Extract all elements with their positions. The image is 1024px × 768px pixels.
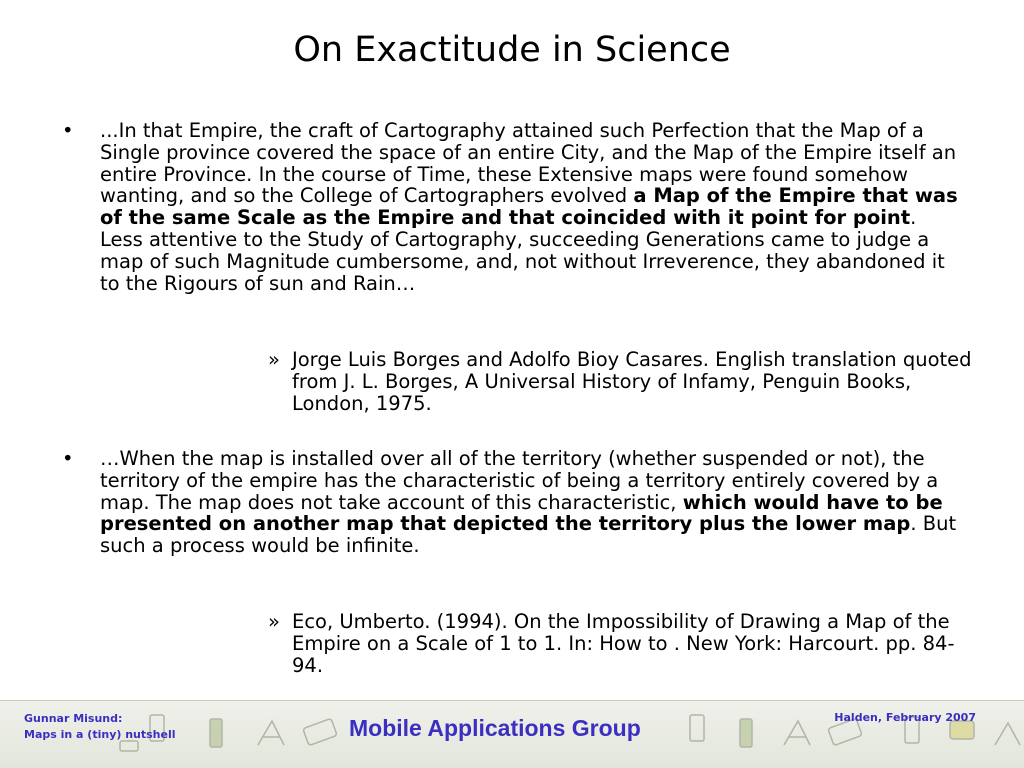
footer-place-date: Halden, February 2007: [834, 711, 976, 724]
bullet-dot: •: [62, 447, 74, 470]
footer-subtitle: Maps in a (tiny) nutshell: [24, 728, 176, 741]
bullet-1-bold-text: a Map of the Empire that was of the same Scale as the Empire and that coincided with it point for point: [100, 184, 958, 230]
citation-1-text: Jorge Luis Borges and Adolfo Bioy Casares. English translation quoted from J. L. Borges, A Universal History of Infamy, Penguin Books, London, 1975.: [292, 348, 972, 415]
citation-2: [268, 610, 972, 677]
bullet-2-bold-text: which would have to be presented on another map that depicted the territory plus the lower map: [100, 490, 943, 536]
citation-marker: »: [268, 610, 280, 633]
bullet-dot: •: [62, 119, 74, 142]
footer-group-name: Mobile Applications Group: [349, 715, 641, 741]
bullet-point-1: [62, 119, 960, 295]
bullet-1-text-end: . Less attentive to the Study of Cartography, succeeding Generations came to judge a map of such Magnitude cumbersome, and, not without Irreverence, they abandoned it to the Rigours of sun and Rain…: [100, 206, 945, 295]
footer-bar: [0, 700, 1024, 768]
bullet-point-2: [62, 447, 980, 558]
citation-marker: »: [268, 348, 280, 371]
citation-1: [268, 348, 972, 415]
bullet-2-text: …When the map is installed over all of the territory (whether suspended or not), the territory of the empire has the characteristic of being a territory entirely covered by a map. The map does not take account of this characteristic,: [100, 447, 939, 514]
citation-2-text: Eco, Umberto. (1994). On the Impossibility of Drawing a Map of the Empire on a Scale of 1 to 1. In: How to . New York: Harcourt. pp. 84-94.: [292, 610, 955, 677]
footer-author: Gunnar Misund:: [24, 712, 123, 725]
slide-title: On Exactitude in Science: [293, 30, 731, 70]
bullet-2-text-end: . But such a process would be infinite.: [100, 512, 957, 558]
footer-author-block: [24, 711, 176, 743]
bullet-1-text: ...In that Empire, the craft of Cartography attained such Perfection that the Map of a Single province covered the space of an entire City, and the Map of the Empire itself an entire Province. In the course of Time, these Extensive maps were found somehow wanting, and so the College of Cartographers evolved: [100, 119, 957, 208]
